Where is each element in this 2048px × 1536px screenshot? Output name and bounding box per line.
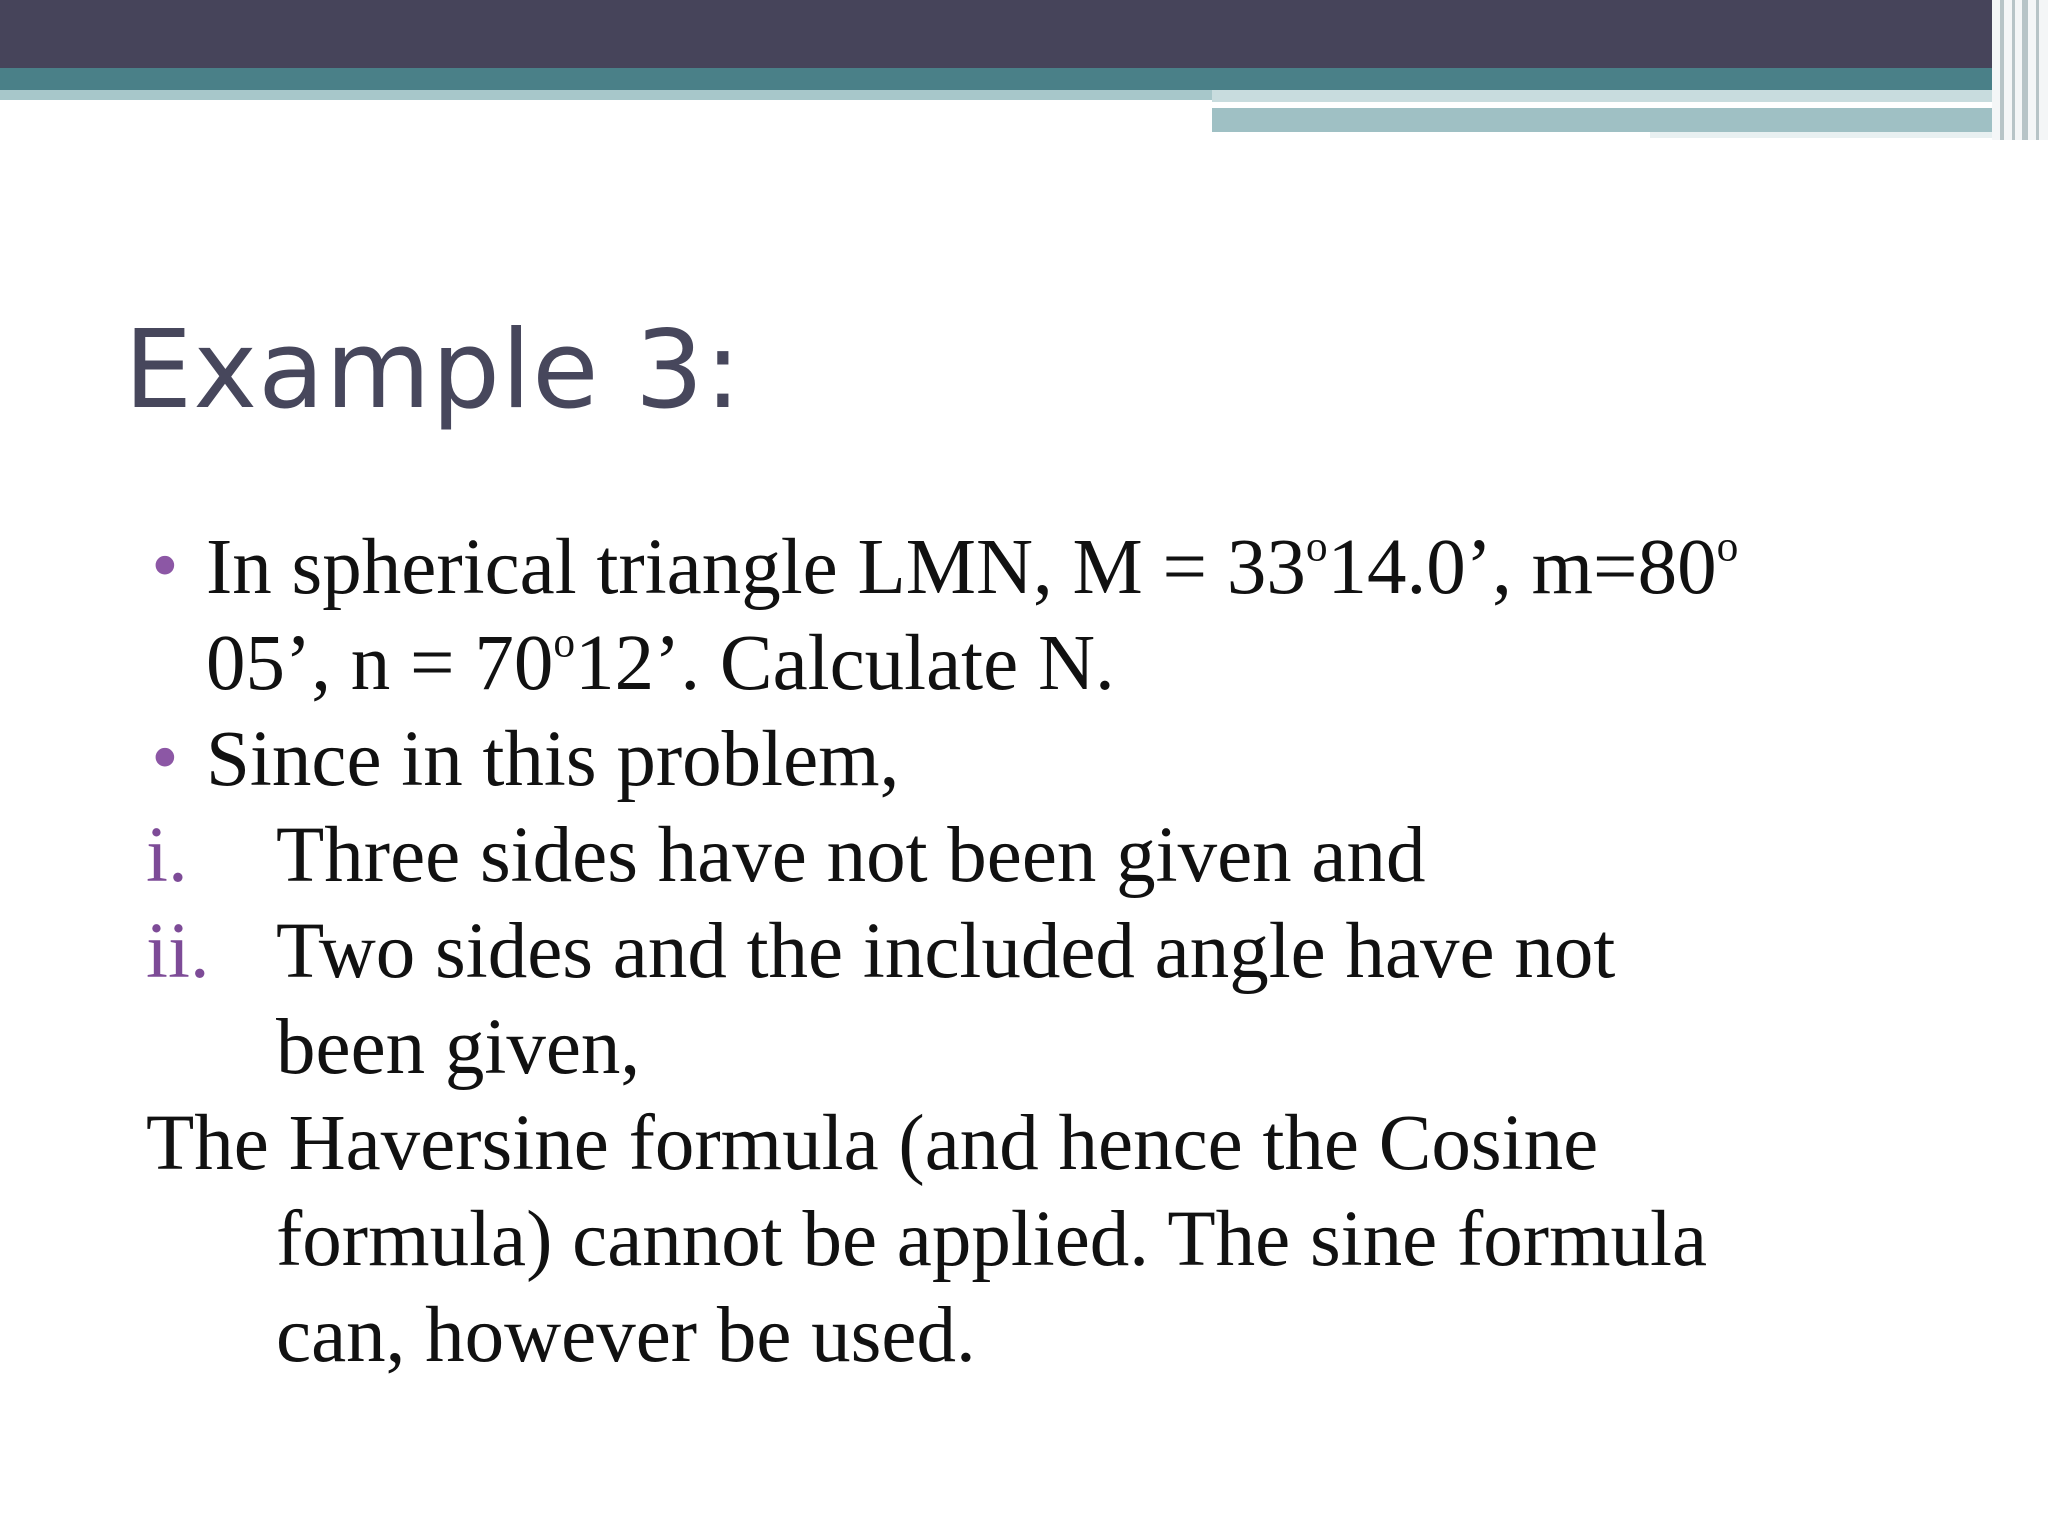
bullet-dot: • xyxy=(146,723,184,797)
right-accent-stripe-lower xyxy=(1212,108,1992,132)
numbered-item xyxy=(146,808,2026,904)
numbered-line: been given, xyxy=(276,1004,641,1091)
bullet-line: 05’, $n = 70^o12$’. Calculate N. xyxy=(206,618,1115,707)
bullet-item xyxy=(146,520,2026,712)
conclusion-line: The Haversine formula (and hence the Cosine xyxy=(146,1100,1599,1187)
numbered-line: Three sides have not been given and xyxy=(276,812,1426,899)
right-accent-stripe-tail xyxy=(1650,132,1992,138)
right-accent-stripe xyxy=(1212,90,1992,102)
numbered-item xyxy=(146,904,2026,1096)
slide-body xyxy=(146,520,2026,1384)
conclusion-paragraph xyxy=(146,1096,2026,1384)
teal-band xyxy=(0,68,1992,90)
edge-lines xyxy=(1992,0,2048,140)
conclusion-line: formula) cannot be applied. The sine formula xyxy=(276,1196,1708,1283)
bullet-line: In spherical triangle LMN, $M = 33^o14.0$’, $m=80^o$ xyxy=(206,522,1739,611)
numbered-line: Two sides and the included angle have not xyxy=(276,908,1616,995)
bullet-item xyxy=(146,712,2026,808)
list-number: i. xyxy=(146,812,188,899)
slide-title: Example 3: xyxy=(124,308,742,433)
top-dark-bar xyxy=(0,0,2048,68)
light-band xyxy=(0,90,1212,100)
bullet-dot: • xyxy=(146,531,184,605)
conclusion-line: can, however be used. xyxy=(276,1292,976,1379)
bullet-line: Since in this problem, xyxy=(206,716,900,803)
list-number: ii. xyxy=(146,908,210,995)
